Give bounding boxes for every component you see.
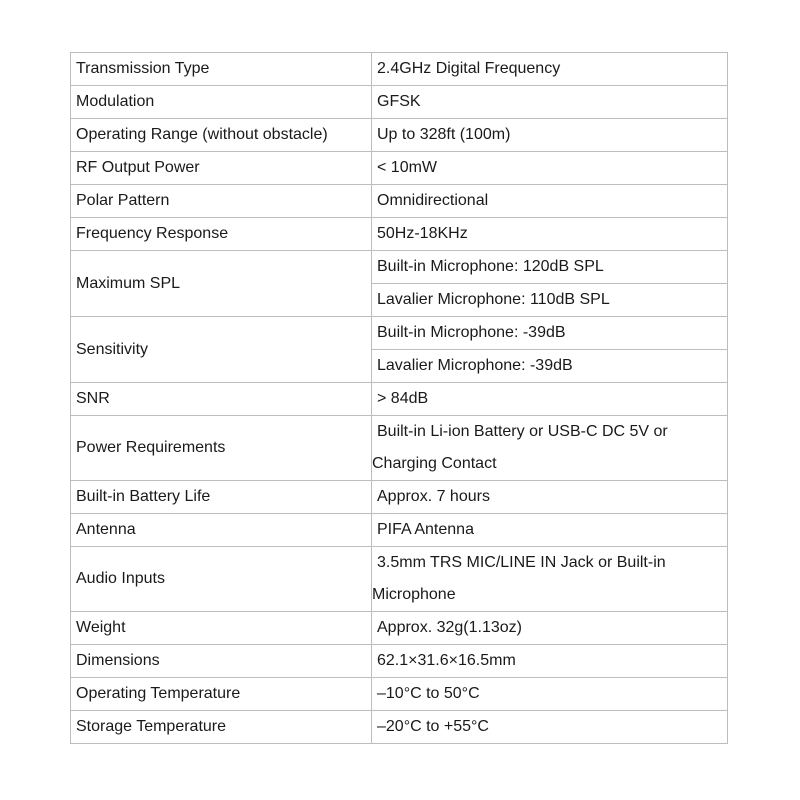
spec-label: Storage Temperature [71, 711, 372, 744]
table-row [71, 416, 728, 481]
table-row [71, 185, 728, 218]
spec-value: 50Hz-18KHz [372, 218, 728, 251]
table-row [71, 53, 728, 86]
spec-label: Polar Pattern [71, 185, 372, 218]
spec-value: < 10mW [372, 152, 728, 185]
spec-label: RF Output Power [71, 152, 372, 185]
table-row [71, 547, 728, 612]
table-row [71, 152, 728, 185]
spec-table [70, 52, 728, 744]
spec-value: PIFA Antenna [372, 514, 728, 547]
spec-value: Built-in Microphone: -39dB [372, 317, 728, 350]
table-row [71, 645, 728, 678]
spec-value-line: 3.5mm TRS MIC/LINE IN Jack or Built-in [377, 554, 666, 571]
spec-value-line: Microphone [372, 586, 456, 603]
table-row [71, 514, 728, 547]
spec-value: Approx. 32g(1.13oz) [372, 612, 728, 645]
spec-value: Up to 328ft (100m) [372, 119, 728, 152]
spec-value: 2.4GHz Digital Frequency [372, 53, 728, 86]
spec-value: Approx. 7 hours [372, 481, 728, 514]
spec-value: –10°C to 50°C [372, 678, 728, 711]
spec-label: Weight [71, 612, 372, 645]
table-row [71, 612, 728, 645]
spec-label: Sensitivity [71, 317, 372, 383]
spec-label: Built-in Battery Life [71, 481, 372, 514]
table-row [71, 86, 728, 119]
table-row [71, 251, 728, 284]
spec-value: Lavalier Microphone: 110dB SPL [372, 284, 728, 317]
spec-value: –20°C to +55°C [372, 711, 728, 744]
spec-value: 62.1×31.6×16.5mm [372, 645, 728, 678]
table-row [71, 119, 728, 152]
spec-value: GFSK [372, 86, 728, 119]
spec-value-line: Built-in Li-ion Battery or USB-C DC 5V or [377, 423, 668, 440]
spec-value [372, 416, 728, 481]
spec-label: Modulation [71, 86, 372, 119]
spec-label: Operating Range (without obstacle) [71, 119, 372, 152]
spec-label: Audio Inputs [71, 547, 372, 612]
spec-label: Antenna [71, 514, 372, 547]
spec-table-body [71, 53, 728, 744]
spec-label: Transmission Type [71, 53, 372, 86]
spec-label: Power Requirements [71, 416, 372, 481]
spec-label: Dimensions [71, 645, 372, 678]
table-row [71, 678, 728, 711]
table-row [71, 711, 728, 744]
spec-label: Operating Temperature [71, 678, 372, 711]
spec-value: Omnidirectional [372, 185, 728, 218]
spec-value: Built-in Microphone: 120dB SPL [372, 251, 728, 284]
spec-value-line: Charging Contact [372, 455, 497, 472]
spec-value: > 84dB [372, 383, 728, 416]
spec-label: SNR [71, 383, 372, 416]
spec-label: Maximum SPL [71, 251, 372, 317]
table-row [71, 383, 728, 416]
spec-value [372, 547, 728, 612]
spec-label: Frequency Response [71, 218, 372, 251]
table-row [71, 481, 728, 514]
table-row [71, 218, 728, 251]
table-row [71, 317, 728, 350]
spec-value: Lavalier Microphone: -39dB [372, 350, 728, 383]
